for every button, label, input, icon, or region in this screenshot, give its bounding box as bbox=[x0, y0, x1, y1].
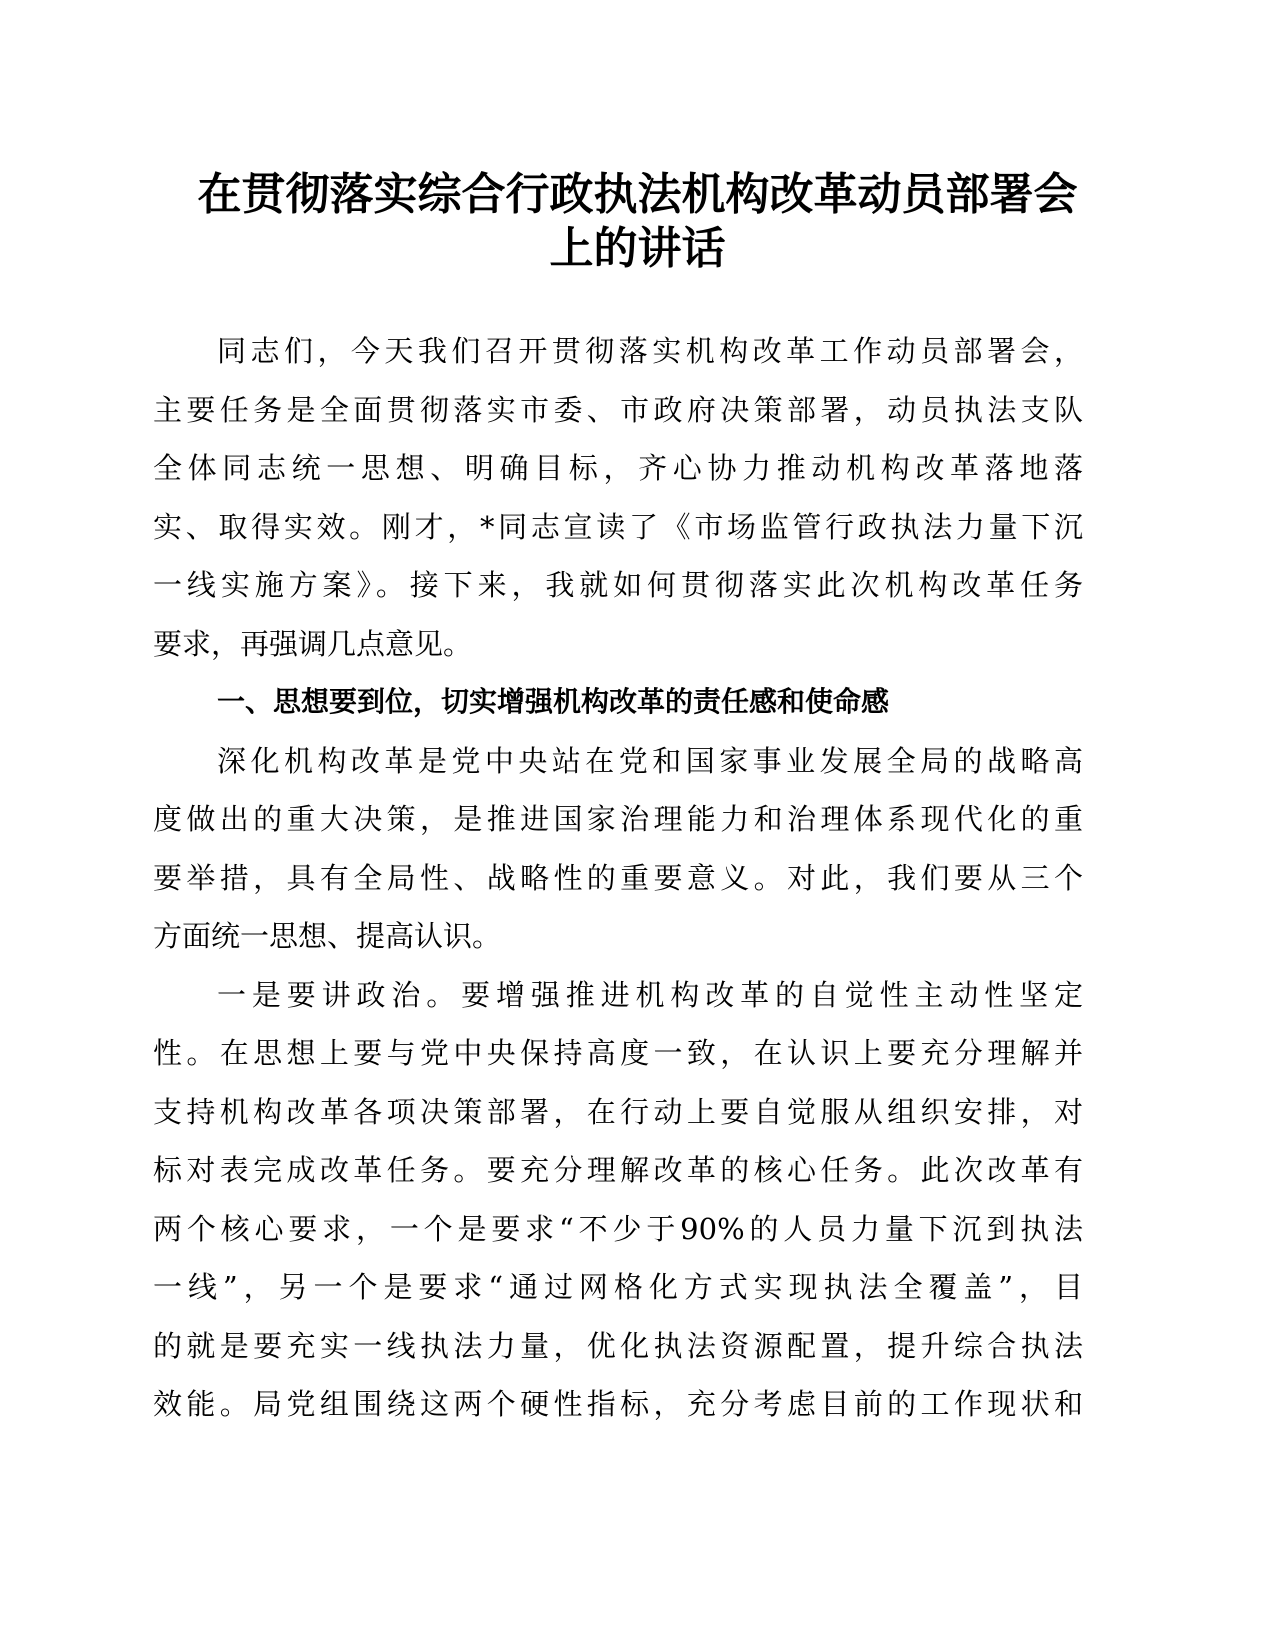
paragraph-line: 一是要讲政治。要增强推进机构改革的自觉性主动性坚定 bbox=[217, 977, 1083, 1012]
paragraph-line: 的就是要充实一线执法力量，优化执法资源配置，提升综合执法 bbox=[153, 1328, 1083, 1363]
paragraph-line: 全体同志统一思想、明确目标，齐心协力推动机构改革落地落 bbox=[153, 451, 1083, 485]
paragraph-line: 深化机构改革是党中央站在党和国家事业发展全局的战略高 bbox=[217, 743, 1083, 778]
title-line-1: 在贯彻落实综合行政执法机构改革动员部署会 bbox=[197, 169, 1078, 220]
paragraph-line: 性。在思想上要与党中央保持高度一致，在认识上要充分理解并 bbox=[153, 1036, 1083, 1070]
title-line-2: 上的讲话 bbox=[549, 223, 726, 274]
document-title bbox=[150, 168, 1125, 276]
paragraph-line: 主要任务是全面贯彻落实市委、市政府决策部署，动员执法支队 bbox=[153, 392, 1083, 427]
paragraph-line: 同志们，今天我们召开贯彻落实机构改革工作动员部署会， bbox=[217, 334, 1083, 368]
paragraph-line: 实、取得实效。刚才，*同志宣读了《市场监管行政执法力量下沉 bbox=[153, 509, 1083, 544]
paragraph-line: 效能。局党组围绕这两个硬性指标，充分考虑目前的工作现状和 bbox=[153, 1387, 1083, 1421]
document-body bbox=[153, 322, 1083, 1434]
paragraph-line: 两个核心要求，一个是要求“不少于90%的人员力量下沉到执法 bbox=[153, 1211, 1083, 1246]
paragraph-line: 一线”，另一个是要求“通过网格化方式实现执法全覆盖”，目 bbox=[153, 1270, 1083, 1304]
paragraph-line: 方面统一思想、提高认识。 bbox=[153, 919, 502, 953]
paragraph-line: 要举措，具有全局性、战略性的重要意义。对此，我们要从三个 bbox=[153, 860, 1083, 895]
paragraph-line: 标对表完成改革任务。要充分理解改革的核心任务。此次改革有 bbox=[153, 1153, 1083, 1187]
paragraph-line: 支持机构改革各项决策部署，在行动上要自觉服从组织安排，对 bbox=[153, 1094, 1083, 1129]
paragraph-line: 要求，再强调几点意见。 bbox=[153, 626, 473, 661]
paragraph-line: 度做出的重大决策，是推进国家治理能力和治理体系现代化的重 bbox=[153, 802, 1083, 836]
paragraph-line: 一线实施方案》。接下来，我就如何贯彻落实此次机构改革任务 bbox=[153, 568, 1083, 602]
section-heading: 一、思想要到位，切实增强机构改革的责任感和使命感 bbox=[217, 685, 890, 718]
